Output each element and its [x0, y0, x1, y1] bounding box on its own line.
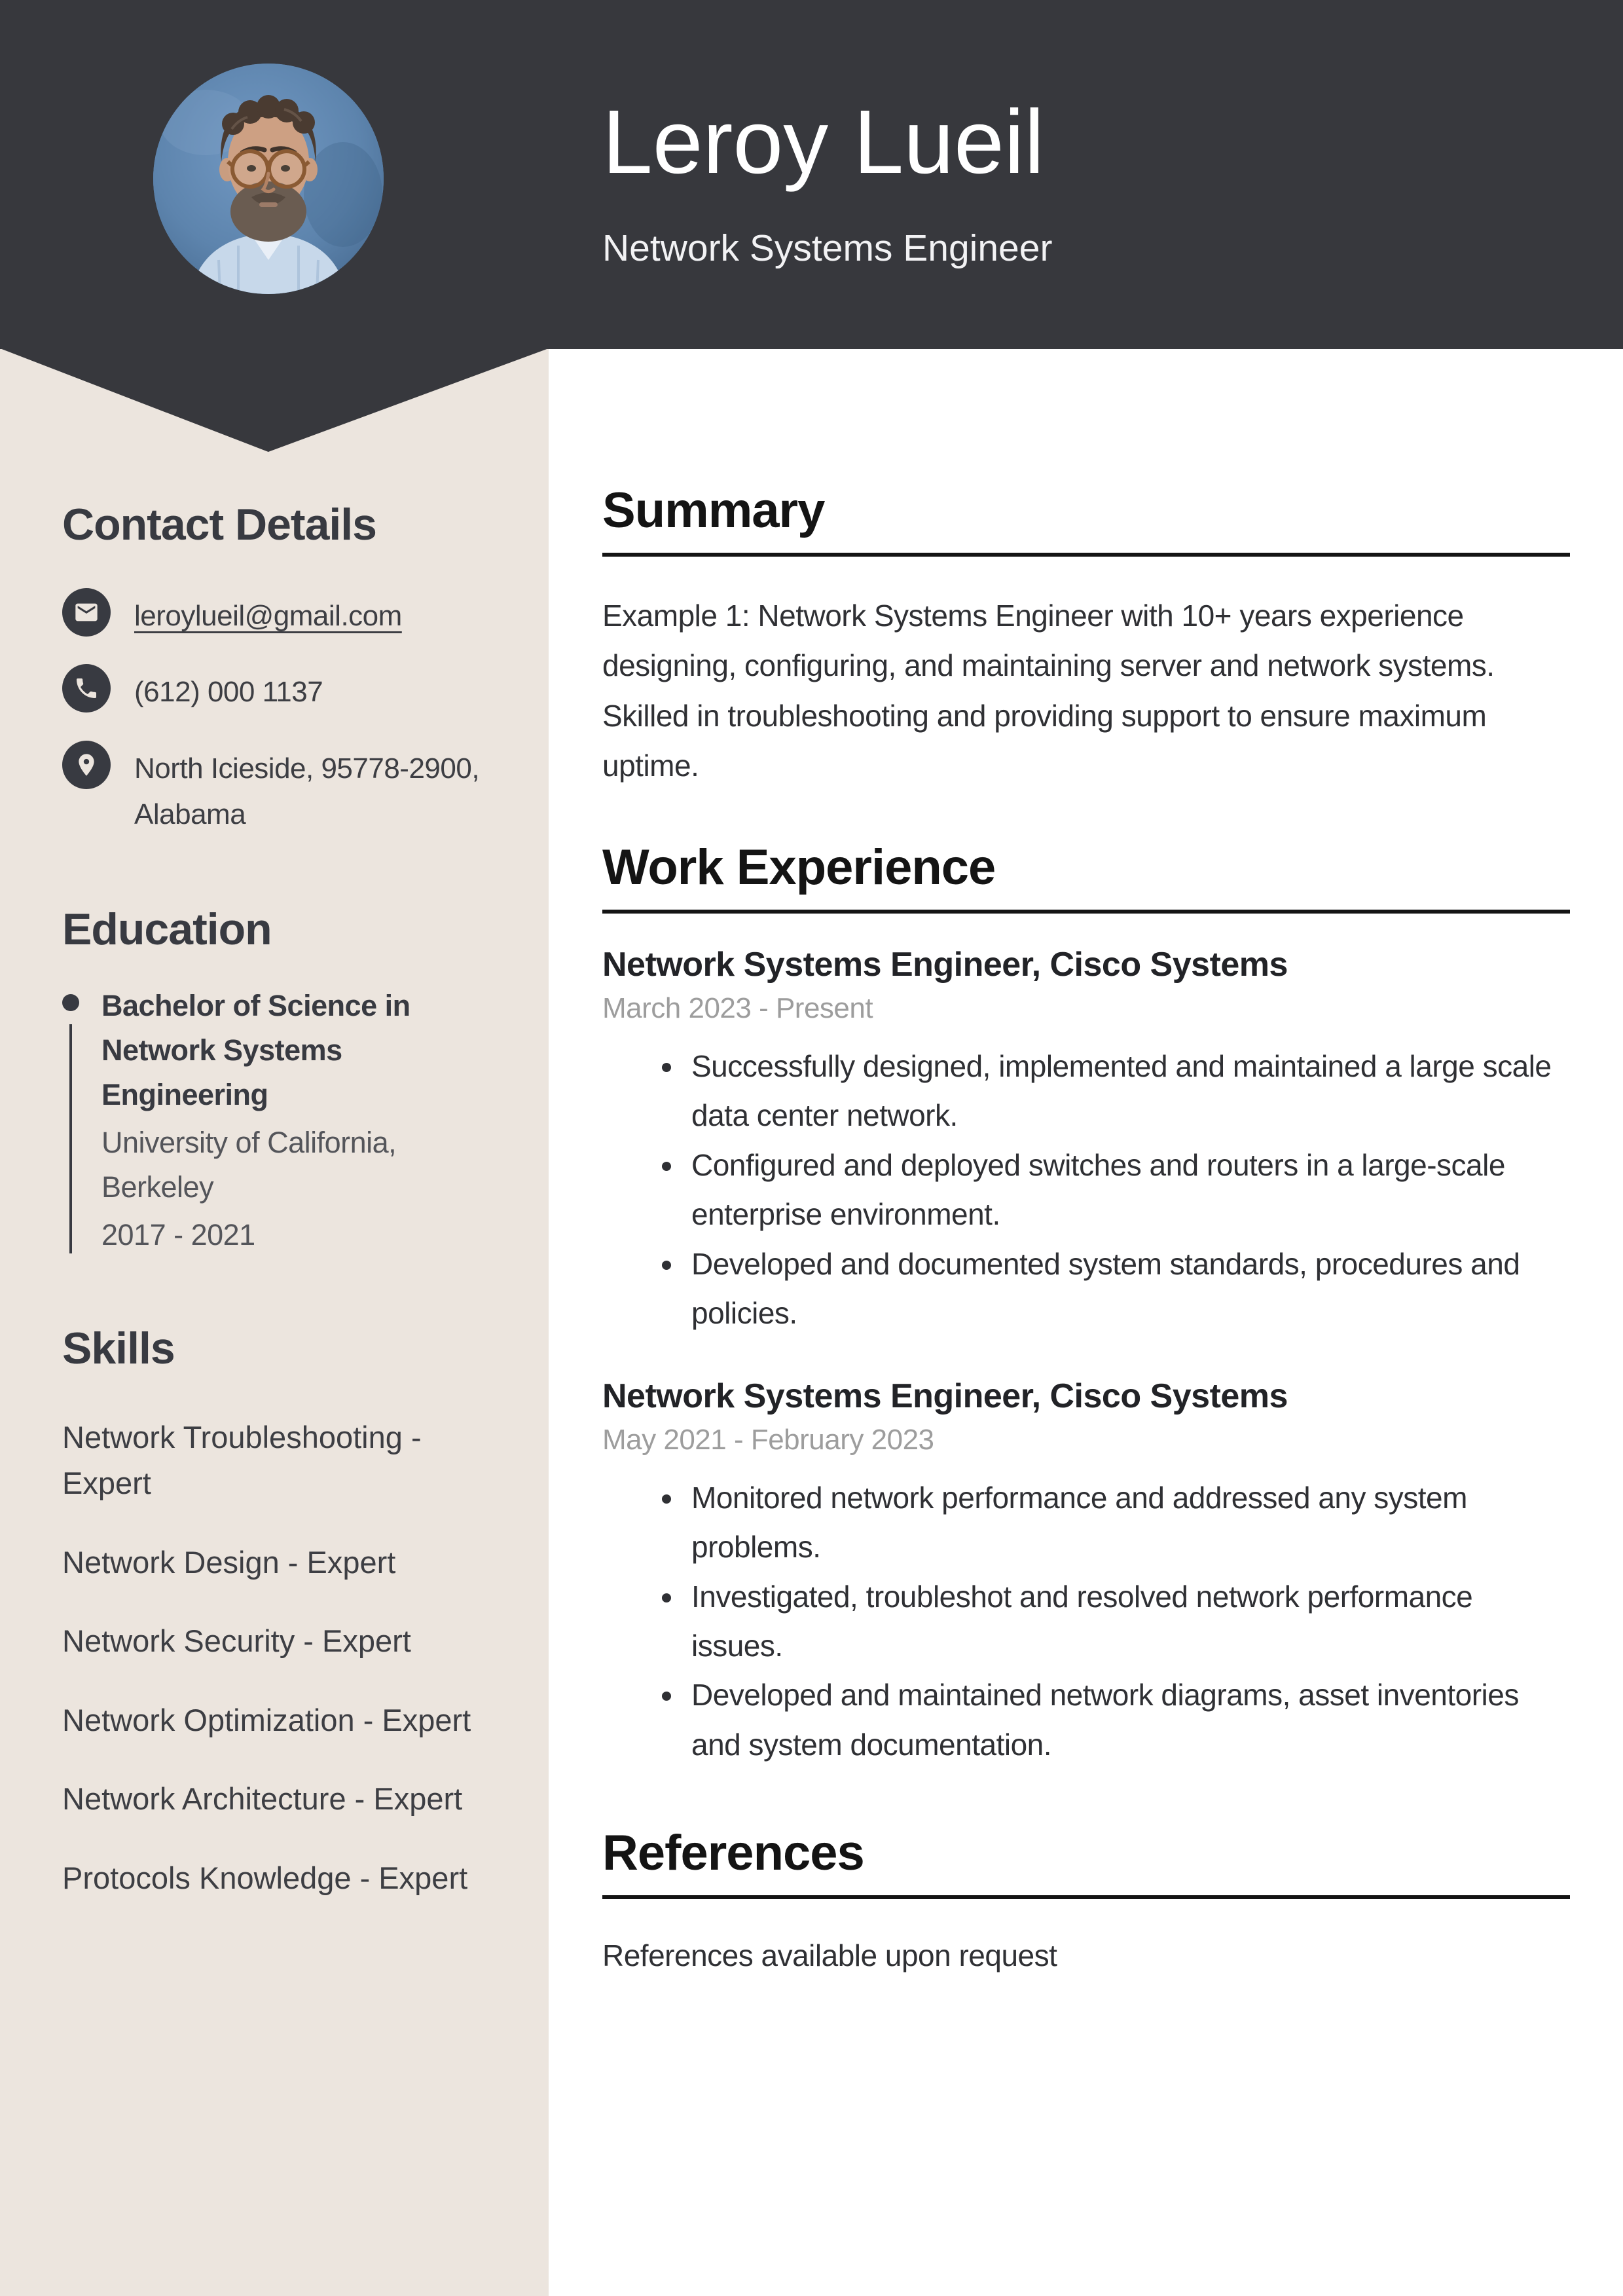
contact-heading: Contact Details [62, 500, 376, 549]
skill-item: Network Optimization - Expert [62, 1702, 471, 1737]
bullet-item: • Monitored network performance and addressed any system problems. [685, 1473, 1570, 1572]
bullet-item: • Developed and documented system standards, procedures and policies. [685, 1240, 1570, 1339]
profile-photo [153, 64, 384, 294]
skill-item: Protocols Knowledge - Expert [62, 1860, 468, 1895]
job-dates: May 2021 - February 2023 [602, 1423, 934, 1456]
phone-number: (612) 000 1137 [134, 676, 323, 709]
phone-icon [62, 664, 111, 713]
section-divider [602, 553, 1570, 557]
address-text: North Icieside, 95778-2900, Alabama [134, 752, 480, 831]
contact-row-phone [62, 664, 513, 715]
school-name: University of California, Berkeley [101, 1125, 397, 1204]
email-icon [62, 588, 111, 637]
bullet-item: • Developed and maintained network diagrams, asset inventories and system documentation. [685, 1671, 1570, 1769]
location-icon [62, 741, 111, 789]
skill-item: Network Architecture - Expert [62, 1781, 463, 1817]
contact-list [62, 588, 513, 838]
summary-text: Example 1: Network Systems Engineer with 10+ years experience designing, configuring, and maintaining server and network systems. Skilled in troubleshooting and providing support to ensure maximum uptime. [602, 598, 1495, 783]
timeline-line [69, 1024, 72, 1253]
bullet-item: • Configured and deployed switches and routers in a large-scale enterprise environment. [685, 1141, 1570, 1240]
summary-heading: Summary [602, 483, 825, 538]
references-section [602, 1827, 1570, 1980]
main-content [602, 485, 1570, 1980]
bullet-item: • Investigated, troubleshot and resolved network performance issues. [685, 1572, 1570, 1671]
summary-section [602, 485, 1570, 790]
timeline-dot-icon [62, 994, 79, 1011]
skills-section [62, 1323, 513, 1902]
timeline-marker [62, 984, 79, 1257]
bullet-item: • Successfully designed, implemented and maintained a large scale data center network. [685, 1042, 1570, 1141]
job-dates: March 2023 - Present [602, 992, 873, 1025]
skill-item: Network Security - Expert [62, 1623, 411, 1659]
sidebar [62, 499, 513, 1901]
education-entry [62, 984, 513, 1257]
email-link[interactable]: leroylueil@gmail.com [134, 600, 402, 632]
contact-row-address [62, 741, 513, 838]
portrait-illustration [153, 64, 384, 294]
job-title: Network Systems Engineer, Cisco Systems [602, 946, 1288, 984]
section-divider [602, 1895, 1570, 1899]
skills-list [62, 1415, 513, 1902]
education-section [62, 904, 513, 1257]
job-title: Network Systems Engineer, Cisco Systems [602, 1377, 1288, 1415]
section-divider [602, 910, 1570, 914]
education-heading: Education [62, 904, 272, 954]
references-text: References available upon request [602, 1938, 1057, 1973]
contact-row-email [62, 588, 513, 639]
person-job-title: Network Systems Engineer [602, 227, 1053, 269]
education-details [101, 984, 513, 1257]
contact-section [62, 499, 513, 838]
job-bullet-list [602, 1473, 1570, 1770]
references-heading: References [602, 1825, 864, 1881]
degree-name: Bachelor of Science in Network Systems Engineering [101, 988, 410, 1112]
header [602, 92, 1053, 270]
skill-item: Network Design - Expert [62, 1544, 396, 1580]
skill-item: Network Troubleshooting - Expert [62, 1419, 422, 1501]
work-experience-section [602, 842, 1570, 1769]
education-years: 2017 - 2021 [101, 1217, 255, 1251]
work-experience-heading: Work Experience [602, 840, 996, 896]
person-name: Leroy Lueil [602, 92, 1045, 193]
job-entry [602, 945, 1570, 1339]
job-bullet-list [602, 1042, 1570, 1339]
skills-heading: Skills [62, 1323, 175, 1373]
job-entry [602, 1377, 1570, 1770]
